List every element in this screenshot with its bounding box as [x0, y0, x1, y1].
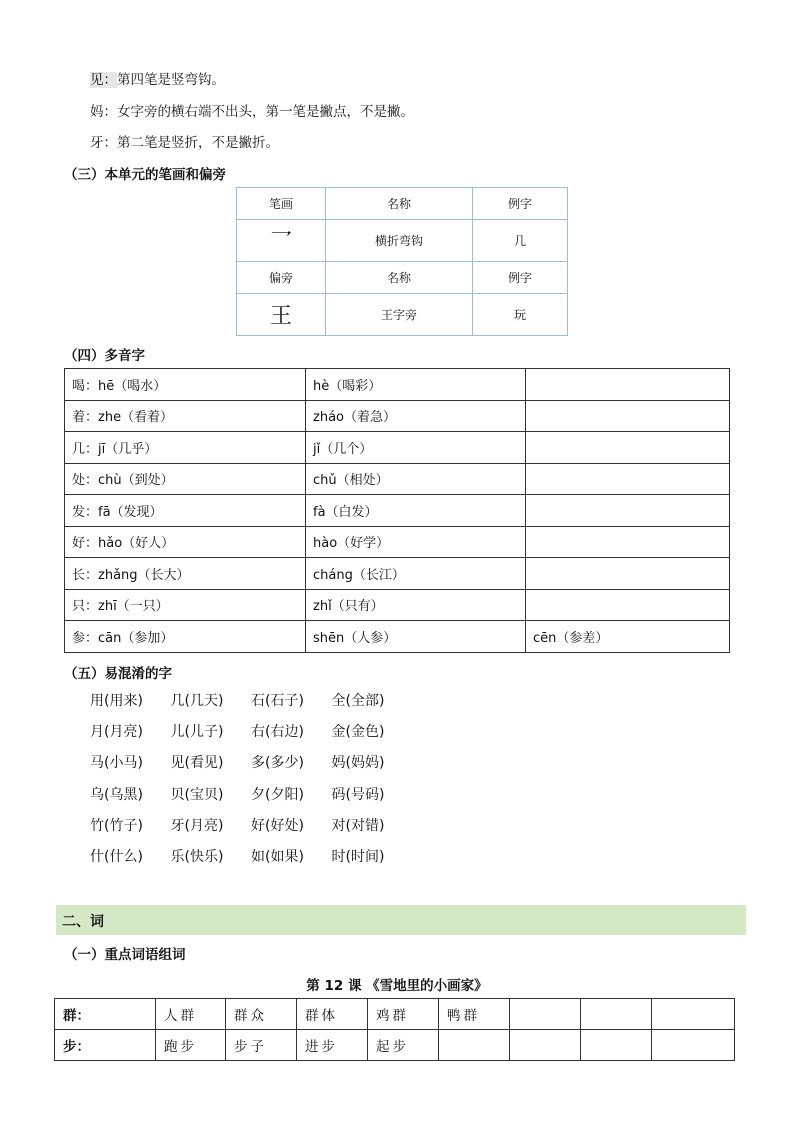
- table-cell: fà（白发）: [306, 495, 526, 527]
- grid-row: [90, 752, 412, 783]
- strokes-table: [236, 187, 568, 336]
- row-label: 群：: [55, 999, 156, 1030]
- table-cell: 例字: [473, 262, 568, 294]
- grid-cell: 妈(妈妈): [331, 755, 385, 772]
- table-cell: cēn（参差）: [526, 621, 730, 653]
- table-cell: 喝：hē（喝水）: [65, 369, 306, 401]
- grid-cell: 贝(宝贝): [170, 786, 224, 803]
- table-cell: [581, 999, 652, 1030]
- grid-cell: 时(时间): [331, 848, 385, 865]
- table-cell: 鸭群: [439, 999, 510, 1030]
- table-row: [65, 495, 730, 527]
- grid-cell: 牙(月亮): [170, 817, 224, 834]
- table-cell: shēn（人参）: [306, 621, 526, 653]
- table-row: [65, 400, 730, 432]
- table-cell: 笔画: [237, 188, 326, 220]
- table-row: [65, 589, 730, 621]
- table-cell: [652, 999, 735, 1030]
- table-cell: hào（好学）: [306, 526, 526, 558]
- note-key: 见：: [90, 72, 117, 88]
- section5-title: （五）易混淆的字: [64, 666, 172, 682]
- grid-cell: 如(如果): [251, 848, 304, 865]
- part2-subtitle: （一）重点词语组词: [64, 947, 186, 963]
- table-row: [237, 188, 568, 220]
- grid-cell: 夕(夕阳): [251, 786, 304, 803]
- word-table: [54, 998, 735, 1061]
- note-jian: [90, 68, 225, 88]
- table-row: [55, 999, 735, 1030]
- grid-cell: 乌(乌黑): [90, 786, 143, 803]
- table-row: [65, 369, 730, 401]
- table-cell: 跑步: [156, 1030, 226, 1061]
- table-cell: cháng（长江）: [306, 558, 526, 590]
- grid-row: [90, 846, 412, 877]
- grid-cell: 见(看见): [170, 755, 224, 772]
- table-cell: 例字: [473, 188, 568, 220]
- grid-cell: 儿(儿子): [170, 724, 224, 741]
- table-cell: zháo（着急）: [306, 400, 526, 432]
- table-cell: 横折弯钩: [326, 220, 473, 262]
- table-cell: 鸡群: [368, 999, 439, 1030]
- table-cell: 人群: [156, 999, 226, 1030]
- table-cell: zhǐ（只有）: [306, 589, 526, 621]
- table-cell: [526, 463, 730, 495]
- table-cell: 名称: [326, 188, 473, 220]
- table-cell: 几: [473, 220, 568, 262]
- table-cell: 只：zhī（一只）: [65, 589, 306, 621]
- table-cell: [652, 1030, 735, 1061]
- table-cell: 群体: [297, 999, 368, 1030]
- note-text: 第四笔是竖弯钩。: [117, 72, 225, 88]
- table-cell: [526, 558, 730, 590]
- grid-cell: 几(几天): [170, 693, 224, 709]
- table-row: [65, 621, 730, 653]
- table-cell: 名称: [326, 262, 473, 294]
- table-row: [65, 432, 730, 464]
- table-cell: [581, 1030, 652, 1061]
- grid-cell: 多(多少): [251, 755, 304, 772]
- grid-cell: 右(右边): [251, 724, 304, 741]
- grid-cell: 竹(竹子): [90, 817, 143, 834]
- table-cell: [526, 495, 730, 527]
- grid-row: [90, 690, 412, 721]
- grid-cell: 码(号码): [331, 786, 385, 803]
- table-cell: 玩: [473, 294, 568, 336]
- table-cell: hè（喝彩）: [306, 369, 526, 401]
- lesson-title: 第 12 课 《雪地里的小画家》: [306, 978, 488, 994]
- note-key: 牙：: [90, 135, 117, 151]
- grid-cell: 金(金色): [331, 724, 385, 741]
- grid-row: [90, 721, 412, 752]
- grid-cell: 对(对错): [331, 817, 385, 834]
- table-cell: 着：zhe（看着）: [65, 400, 306, 432]
- grid-cell: 石(石子): [251, 693, 304, 709]
- table-cell: [510, 1030, 581, 1061]
- table-cell: [526, 400, 730, 432]
- radical-glyph: 王: [237, 294, 326, 336]
- grid-cell: 乐(快乐): [170, 848, 224, 865]
- note-text: 女字旁的横右端不出头，第一笔是撇点，不是撇。: [117, 104, 414, 120]
- grid-row: [90, 815, 412, 846]
- table-cell: 发：fā（发现）: [65, 495, 306, 527]
- section3-title: （三）本单元的笔画和偏旁: [64, 167, 226, 183]
- row-label: 步：: [55, 1030, 156, 1061]
- section-band: [56, 905, 746, 935]
- table-cell: 进步: [297, 1030, 368, 1061]
- table-cell: 王字旁: [326, 294, 473, 336]
- table-row: [65, 526, 730, 558]
- table-cell: [526, 589, 730, 621]
- table-row: [237, 294, 568, 336]
- table-cell: 群众: [226, 999, 297, 1030]
- grid-row: [90, 784, 412, 815]
- polyphone-table: [64, 368, 730, 653]
- table-cell: [526, 369, 730, 401]
- note-ma: [90, 100, 414, 120]
- table-cell: 步子: [226, 1030, 297, 1061]
- table-cell: [526, 526, 730, 558]
- grid-cell: 什(什么): [90, 848, 143, 865]
- confusing-chars-grid: [90, 690, 412, 877]
- table-cell: 起步: [368, 1030, 439, 1061]
- band-title: 二、词: [62, 914, 104, 930]
- table-row: [65, 463, 730, 495]
- grid-cell: 用(用来): [90, 693, 143, 709]
- table-cell: [439, 1030, 510, 1061]
- table-row: [237, 220, 568, 262]
- table-row: [237, 262, 568, 294]
- table-cell: 几：jī（几乎）: [65, 432, 306, 464]
- grid-cell: 马(小马): [90, 755, 143, 772]
- note-ya: [90, 131, 279, 151]
- table-cell: 长：zhǎng（长大）: [65, 558, 306, 590]
- table-row: [65, 558, 730, 590]
- note-text: 第二笔是竖折，不是撇折。: [117, 135, 279, 151]
- table-cell: 偏旁: [237, 262, 326, 294]
- grid-cell: 好(好处): [251, 817, 304, 834]
- table-cell: jǐ（几个）: [306, 432, 526, 464]
- section4-title: （四）多音字: [64, 348, 145, 364]
- table-cell: chǔ（相处）: [306, 463, 526, 495]
- table-row: [55, 1030, 735, 1061]
- table-cell: [526, 432, 730, 464]
- grid-cell: 全(全部): [331, 693, 385, 709]
- note-key: 妈：: [90, 104, 117, 120]
- stroke-glyph: 乛: [237, 220, 326, 262]
- table-cell: 参：cān（参加）: [65, 621, 306, 653]
- grid-cell: 月(月亮): [90, 724, 143, 741]
- table-cell: 好：hǎo（好人）: [65, 526, 306, 558]
- table-cell: 处：chù（到处）: [65, 463, 306, 495]
- table-cell: [510, 999, 581, 1030]
